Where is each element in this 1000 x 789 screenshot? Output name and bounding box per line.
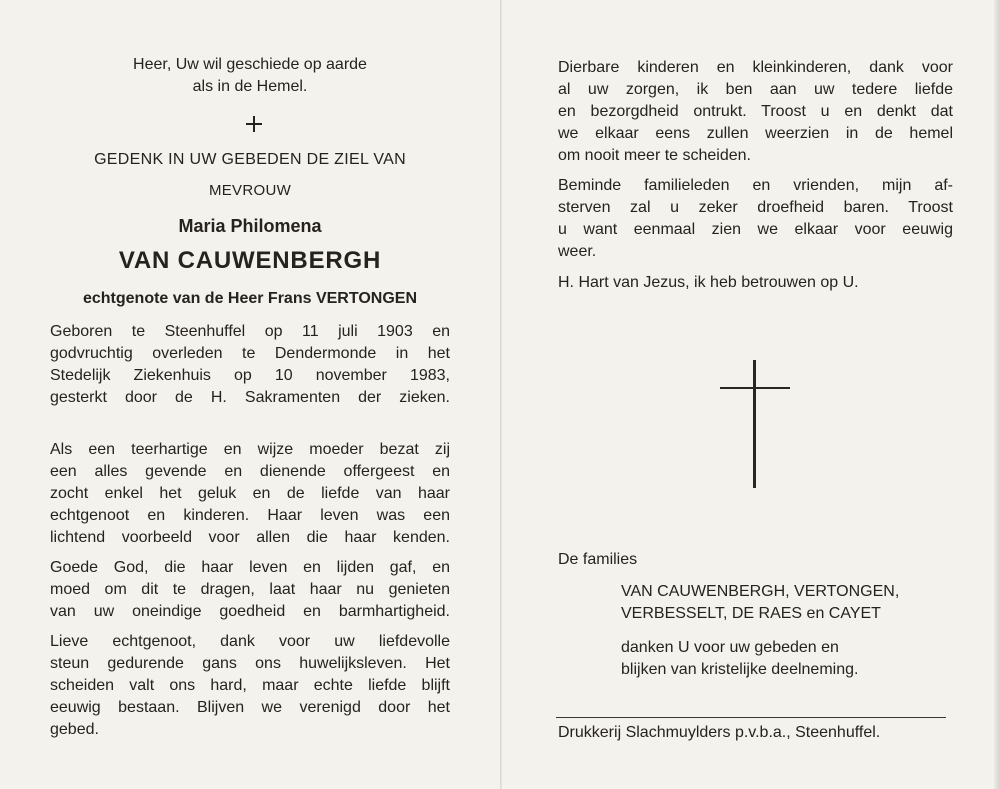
family-name: VAN CAUWENBERGH	[118, 247, 382, 274]
divider-line	[556, 717, 946, 718]
birth-death-line: Geboren te Steenhuffel op 11 juli 1903 en	[50, 323, 450, 340]
thanks-line: blijken van kristelijke deelneming.	[621, 661, 859, 678]
paragraph-line: Als een teerhartige en wijze moeder bezat zij	[50, 441, 450, 458]
birth-death-line: Stedelijk Ziekenhuis op 10 november 1983,	[50, 367, 450, 384]
paragraph-line: echtgenoot en kinderen. Haar leven was een	[50, 507, 450, 524]
paragraph-line: zocht enkel het geluk en de liefde van haar	[50, 485, 450, 502]
birth-death-line: gesterkt door de H. Sakramenten der zieken.	[50, 389, 450, 406]
paragraph-line: lichtend voorbeeld voor allen die haar kenden.	[50, 529, 450, 546]
given-names: Maria Philomena	[178, 216, 322, 236]
paragraph-line: we elkaar eens zullen weerzien in de hemel	[558, 125, 953, 142]
spouse-line: echtgenote van de Heer Frans VERTONGEN	[82, 290, 417, 307]
paragraph-line: Lieve echtgenoot, dank voor uw liefdevolle	[50, 633, 450, 650]
birth-death-line: godvruchtig overleden te Dendermonde in het	[50, 345, 450, 362]
latin-cross-icon	[720, 360, 790, 490]
cross-vertical-bar	[753, 360, 756, 488]
paragraph-line: van uw oneindige goedheid en barmhartigheid.	[50, 603, 450, 620]
paragraph-line: steun gedurende gans ons huwelijksleven. Het	[50, 655, 450, 672]
paragraph-line: gebed.	[50, 721, 99, 738]
paragraph-line: scheiden valt ons hard, maar echte liefde blijft	[50, 677, 450, 694]
honorific: MEVROUW	[208, 182, 292, 199]
left-panel	[50, 0, 450, 789]
paragraph-line: eeuwig bestaan. Blijven we verenigd door het	[50, 699, 450, 716]
paragraph-line: Goede God, die haar leven en lijden gaf, en	[50, 559, 450, 576]
paragraph-line: moed om dit te dragen, laat haar nu genieten	[50, 581, 450, 598]
paragraph-line: u want eenmaal zien we elkaar voor eeuwig	[558, 221, 953, 238]
paragraph-line: al uw zorgen, ik ben aan uw tedere liefde	[558, 81, 953, 98]
latin-cross-icon	[246, 116, 262, 132]
card-edge	[994, 0, 1000, 789]
paragraph-line: Dierbare kinderen en kleinkinderen, dank voor	[558, 59, 953, 76]
thanks-line: danken U voor uw gebeden en	[621, 639, 839, 656]
card-fold	[500, 0, 502, 789]
families-label: De families	[558, 551, 638, 568]
prayer-invocation: H. Hart van Jezus, ik heb betrouwen op U.	[558, 274, 859, 291]
prayer-line: als in de Hemel.	[192, 78, 308, 95]
paragraph-line: en bezorgdheid ontrukt. Troost u en denkt dat	[558, 103, 953, 120]
gedenk-line: GEDENK IN UW GEBEDEN DE ZIEL VAN	[94, 151, 406, 168]
printer-credit: Drukkerij Slachmuylders p.v.b.a., Steenhuffel.	[558, 724, 881, 741]
paragraph-line: om nooit meer te scheiden.	[558, 147, 751, 164]
paragraph-line: sterven zal u zeker droefheid baren. Troost	[558, 199, 953, 216]
cross-horizontal-bar	[720, 387, 790, 389]
paragraph-line: Beminde familieleden en vrienden, mijn af-	[558, 177, 953, 194]
families-names: VERBESSELT, DE RAES en CAYET	[621, 605, 881, 622]
families-names: VAN CAUWENBERGH, VERTONGEN,	[621, 583, 900, 600]
prayer-line: Heer, Uw wil geschiede op aarde	[133, 56, 367, 73]
paragraph-line: een alles gevende en dienende offergeest en	[50, 463, 450, 480]
paragraph-line: weer.	[558, 243, 597, 260]
